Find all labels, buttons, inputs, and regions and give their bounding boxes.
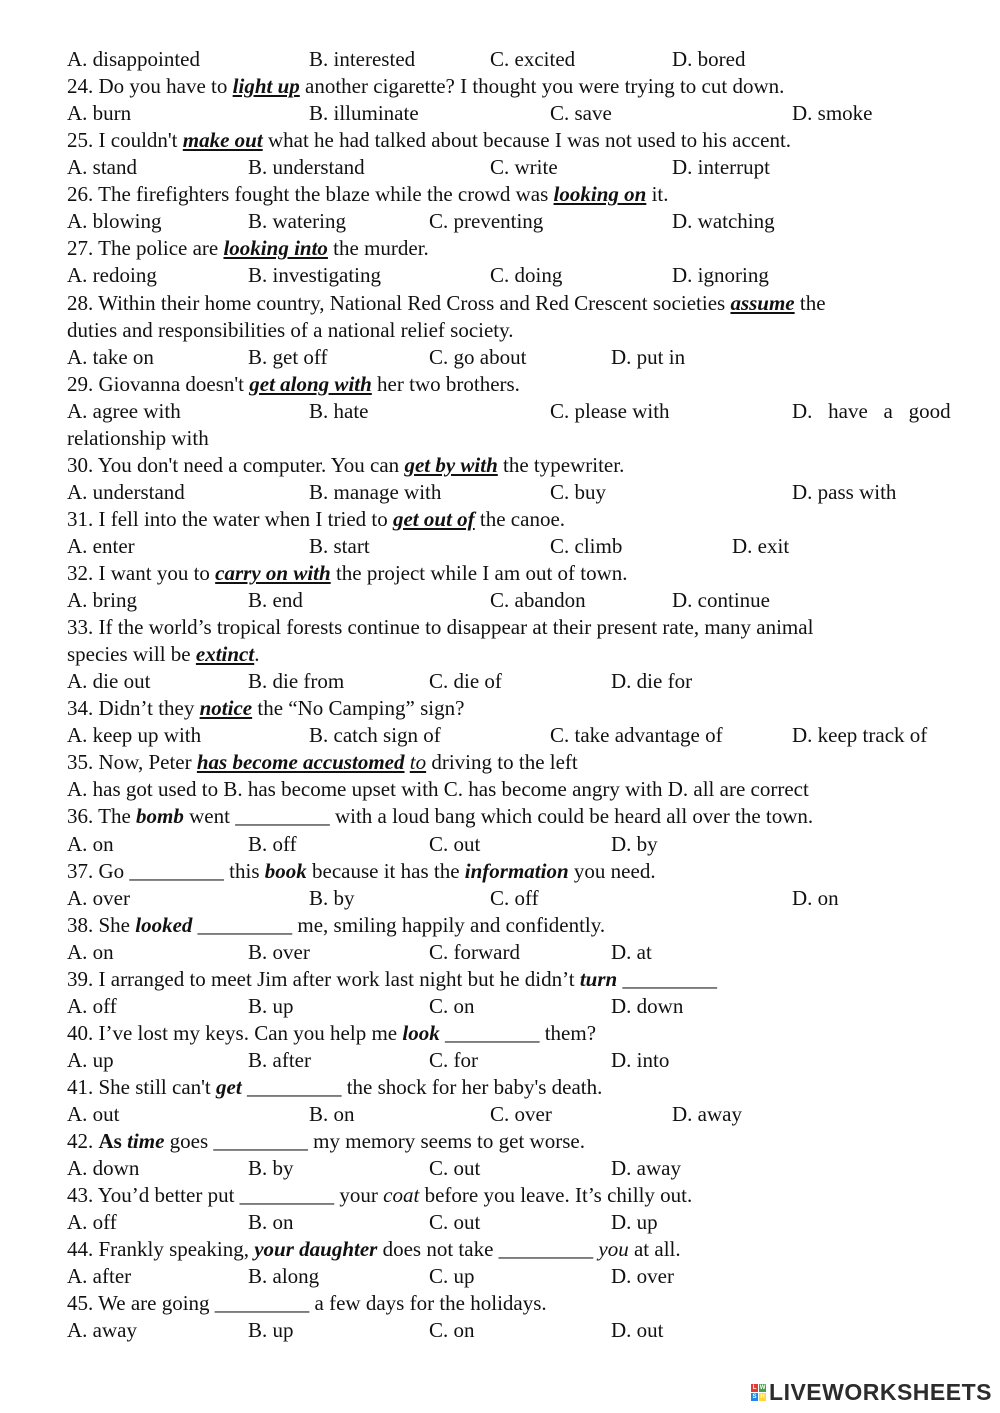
text-segment: 36. The — [67, 804, 137, 829]
question-text — [67, 236, 429, 260]
option-d: D. smoke — [792, 101, 873, 126]
answer-options-line — [67, 1209, 658, 1236]
option-b: B. interested — [309, 47, 416, 71]
text-segment: 39. I arranged to meet Jim after work last night but he didn’t — [67, 966, 580, 991]
text-segment: 38. She — [67, 912, 136, 937]
text-segment: A. bring — [67, 588, 137, 612]
text-segment: before you leave. It’s chilly out. — [419, 1183, 693, 1208]
option-b: B. over — [248, 939, 310, 964]
answer-options-line — [67, 46, 746, 73]
text-segment: A. out — [67, 1102, 120, 1126]
option-b: B. after — [248, 1047, 311, 1072]
text-segment: 43. You’d better put _________ your — [67, 1183, 384, 1208]
text-segment: A. agree with — [67, 398, 181, 423]
question-line — [67, 73, 784, 100]
text-segment: species will be — [67, 642, 196, 667]
question-text — [67, 1129, 585, 1153]
text-segment: A. off — [67, 1210, 117, 1235]
question-text — [67, 128, 791, 152]
option-c: C. write — [490, 155, 558, 180]
question-line — [67, 1182, 692, 1209]
question-text — [67, 642, 259, 666]
text-segment: driving to the left — [426, 750, 578, 775]
question-line — [67, 290, 826, 317]
option-b: B. manage with — [309, 479, 442, 504]
text-segment: 31. I fell into the water when I tried to — [67, 506, 393, 531]
question-text — [67, 967, 717, 991]
text-segment: the canoe. — [474, 506, 566, 531]
answer-options-line — [67, 100, 873, 127]
option-a — [67, 534, 135, 558]
text-segment: . — [254, 642, 260, 667]
answer-options-line — [67, 1263, 674, 1290]
option-c: C. save — [550, 101, 612, 126]
text-segment: 34. Didn’t they — [67, 696, 200, 721]
option-d: D. down — [611, 993, 684, 1018]
option-b: B. by — [309, 885, 355, 910]
question-text — [67, 182, 669, 206]
question-line — [67, 912, 605, 939]
option-a — [67, 669, 150, 693]
question-text — [67, 74, 784, 98]
question-line — [67, 641, 259, 668]
text-segment: A. after — [67, 1264, 132, 1289]
option-c: C. out — [429, 1156, 481, 1180]
question-line — [67, 858, 656, 885]
answer-options-line — [67, 993, 684, 1020]
keyword-phrase: carry on with — [215, 561, 331, 585]
option-d: D. away — [611, 1156, 681, 1180]
keyword-phrase: notice — [199, 696, 253, 721]
option-c: C. on — [429, 1318, 475, 1343]
answer-options-line — [67, 479, 897, 506]
option-c: C. go about — [429, 344, 527, 369]
option-c: C. buy — [550, 479, 607, 504]
keyword-phrase: get out of — [392, 506, 475, 531]
keyword-phrase: get along with — [249, 371, 372, 396]
option-b: B. by — [248, 1156, 294, 1180]
question-line — [67, 803, 813, 830]
option-c: C. excited — [490, 47, 576, 71]
keyword-phrase: make out — [182, 128, 263, 153]
option-a — [67, 263, 157, 287]
option-b: B. up — [248, 1318, 294, 1343]
question-line — [67, 1128, 585, 1155]
text-segment: the “No Camping” sign? — [252, 696, 465, 721]
text-segment: A. blowing — [67, 209, 162, 234]
option-b: B. understand — [248, 155, 365, 180]
text-segment: another cigarette? I thought you were trying to cut down. — [299, 74, 785, 98]
option-a — [67, 1048, 114, 1072]
keyword-phrase: look — [402, 1020, 440, 1045]
question-line — [67, 966, 717, 993]
answer-options-line — [67, 885, 839, 912]
text-segment: A. off — [67, 993, 117, 1018]
option-b: B. end — [248, 588, 303, 612]
option-a — [67, 209, 162, 233]
text-segment: A. down — [67, 1156, 140, 1180]
text-segment: A. die out — [67, 669, 151, 694]
text-segment: 37. Go _________ this — [67, 858, 265, 883]
question-text — [67, 507, 565, 531]
option-a — [67, 1102, 120, 1126]
option-a — [67, 101, 131, 125]
question-text — [67, 777, 809, 801]
answer-options-line — [67, 1317, 664, 1344]
text-segment: _________ — [617, 966, 717, 991]
option-d: D. ignoring — [672, 263, 769, 288]
text-segment: 30. You don't need a computer. You can — [67, 452, 405, 477]
question-line — [67, 506, 565, 533]
keyword-phrase: bomb — [136, 804, 184, 829]
option-d: D. by — [611, 831, 658, 856]
answer-options-line — [67, 533, 790, 560]
text-segment: 29. Giovanna doesn't — [67, 371, 250, 396]
text-segment: 32. I want you to — [67, 561, 216, 585]
keyword-phrase: As — [98, 1129, 122, 1153]
option-a — [67, 940, 114, 964]
option-d: D. out — [611, 1318, 664, 1343]
question-line — [67, 371, 520, 398]
option-d: D. put in — [611, 344, 686, 369]
text-segment: 35. Now, Peter — [67, 750, 197, 775]
liveworksheets-logo-icon — [751, 1384, 766, 1401]
keyword-phrase: get by with — [404, 452, 498, 477]
option-b: B. start — [309, 533, 370, 558]
text-segment: A. enter — [67, 533, 135, 558]
question-line — [67, 614, 813, 641]
keyword-phrase: your daughter — [254, 1237, 378, 1262]
keyword-phrase: coat — [383, 1183, 420, 1208]
text-segment: 26. The firefighters fought the blaze while the crowd was — [67, 182, 554, 207]
text-segment: 42. — [67, 1129, 99, 1153]
question-text — [67, 913, 605, 937]
question-text — [67, 1237, 681, 1261]
question-text — [67, 561, 628, 585]
text-segment: A. take on — [67, 344, 154, 369]
text-segment: 44. Frankly speaking, — [67, 1237, 255, 1262]
option-c: C. over — [490, 1102, 552, 1126]
answer-options-line — [67, 208, 775, 235]
answer-options-line — [67, 831, 658, 858]
answer-options-line — [67, 344, 686, 371]
option-a — [67, 155, 137, 179]
question-text — [67, 291, 826, 315]
option-a — [67, 1156, 139, 1180]
question-text — [67, 859, 656, 883]
question-text — [67, 318, 514, 342]
option-a — [67, 345, 154, 369]
option-b: B. die from — [248, 669, 345, 694]
text-segment: 24. Do you have to — [67, 74, 233, 98]
option-b: B. catch sign of — [309, 723, 441, 748]
question-line — [67, 452, 624, 479]
answer-options-line — [67, 1047, 670, 1074]
keyword-phrase: turn — [579, 966, 618, 991]
logo-cell: S — [752, 1393, 757, 1400]
question-line — [67, 695, 464, 722]
question-text — [67, 750, 578, 774]
keyword-phrase: looking into — [223, 236, 328, 261]
question-line — [67, 776, 809, 803]
text-segment: A. keep up with — [67, 723, 202, 748]
logo-cell: H — [760, 1393, 765, 1400]
question-line — [67, 317, 514, 344]
text-segment: does not take _________ — [377, 1237, 599, 1262]
option-d: D. watching — [672, 209, 775, 234]
option-d: D. up — [611, 1210, 658, 1235]
option-d: D. keep track of — [792, 723, 928, 748]
brand-name: LIVEWORKSHEETS — [769, 1378, 992, 1405]
question-line — [67, 1074, 602, 1101]
answer-options-line — [67, 939, 652, 966]
answer-options-line — [67, 668, 693, 695]
answer-options-line — [67, 1155, 681, 1182]
keyword-phrase: light up — [232, 74, 300, 98]
option-d: D. have a good — [792, 398, 951, 423]
keyword-phrase: get — [216, 1074, 242, 1099]
option-c: C. take advantage of — [550, 723, 723, 748]
text-segment: A. on — [67, 939, 114, 964]
text-segment: _________ me, smiling happily and confidently. — [192, 912, 606, 937]
liveworksheets-brand[interactable] — [751, 1379, 992, 1405]
option-c: C. forward — [429, 939, 520, 964]
option-a — [67, 723, 201, 747]
keyword-phrase: looked — [135, 912, 193, 937]
text-segment: 45. We are going _________ a few days for the holidays. — [67, 1291, 547, 1316]
answer-options-line — [67, 262, 769, 289]
answer-options-line — [67, 722, 928, 749]
text-segment: went _________ with a loud bang which could be heard all over the town. — [183, 804, 814, 829]
option-b: B. up — [248, 993, 294, 1018]
question-text — [67, 453, 624, 477]
question-text — [67, 1021, 596, 1045]
option-a — [67, 480, 185, 504]
text-segment: _________ them? — [439, 1020, 597, 1045]
option-a — [67, 399, 181, 423]
option-d: D. pass with — [792, 479, 897, 504]
text-segment: 40. I’ve lost my keys. Can you help me — [67, 1020, 403, 1045]
question-line — [67, 560, 628, 587]
option-c: C. climb — [550, 533, 623, 558]
option-c: C. doing — [490, 263, 563, 288]
option-d: D. on — [792, 885, 839, 910]
question-text — [67, 426, 209, 450]
option-b: B. hate — [309, 398, 369, 423]
text-segment: you need. — [568, 858, 656, 883]
option-b: B. get off — [248, 344, 328, 369]
text-segment: relationship with — [67, 425, 209, 450]
text-segment: A. understand — [67, 479, 185, 504]
text-segment: 25. I couldn't — [67, 128, 183, 153]
option-a — [67, 1210, 117, 1234]
option-c: C. die of — [429, 669, 502, 694]
question-line — [67, 425, 209, 452]
text-segment: A. over — [67, 885, 130, 910]
question-line — [67, 235, 429, 262]
option-b: B. watering — [248, 209, 346, 234]
option-d: D. die for — [611, 669, 693, 694]
text-segment: duties and responsibilities of a national relief society. — [67, 317, 514, 342]
option-b: B. on — [309, 1102, 355, 1126]
text-segment: 28. Within their home country, National Red Cross and Red Crescent societies — [67, 290, 731, 315]
answer-options-line — [67, 154, 770, 181]
text-segment: it. — [646, 182, 669, 207]
text-segment: _________ the shock for her baby's death. — [241, 1074, 603, 1099]
option-a — [67, 588, 137, 612]
option-d: D. interrupt — [672, 155, 770, 180]
option-a — [67, 1264, 131, 1288]
option-d: D. at — [611, 939, 652, 964]
option-b: B. along — [248, 1264, 320, 1289]
option-c: C. off — [490, 885, 539, 910]
option-d: D. over — [611, 1264, 674, 1289]
option-c: C. for — [429, 1047, 478, 1072]
text-segment: at all. — [628, 1237, 681, 1262]
keyword-phrase: you — [598, 1237, 629, 1262]
text-segment: A. away — [67, 1318, 137, 1343]
text-segment: A. up — [67, 1047, 114, 1072]
question-text — [67, 1291, 547, 1315]
question-line — [67, 1290, 547, 1317]
keyword-phrase: time — [127, 1129, 165, 1153]
question-line — [67, 181, 669, 208]
option-a — [67, 994, 117, 1018]
option-a — [67, 832, 114, 856]
option-c: C. out — [429, 1210, 481, 1235]
option-c: C. please with — [550, 398, 670, 423]
keyword-phrase: assume — [730, 290, 795, 315]
option-b: B. off — [248, 831, 297, 856]
text-segment: A. stand — [67, 155, 137, 180]
option-c: C. preventing — [429, 209, 544, 234]
option-d: D. bored — [672, 47, 746, 71]
logo-cell: L — [752, 1384, 757, 1391]
option-c: C. up — [429, 1264, 475, 1289]
question-text — [67, 696, 464, 720]
question-text — [67, 1075, 602, 1099]
question-line — [67, 749, 578, 776]
keyword-phrase: looking on — [553, 182, 647, 207]
question-text — [67, 372, 520, 396]
option-d: D. exit — [732, 533, 790, 558]
keyword-phrase: book — [264, 858, 307, 883]
logo-cell: W — [759, 1384, 766, 1391]
text-segment: the — [794, 290, 826, 315]
option-a — [67, 886, 130, 910]
text-segment: the typewriter. — [497, 452, 625, 477]
text-segment: 27. The police are — [67, 236, 224, 261]
text-segment: A. disappointed — [67, 47, 200, 71]
option-b: B. on — [248, 1210, 294, 1235]
answer-options-line — [67, 398, 951, 425]
text-segment: 33. If the world’s tropical forests continue to disappear at their present rate, many animal — [67, 615, 814, 640]
option-d: D. continue — [672, 588, 770, 612]
text-segment: her two brothers. — [371, 371, 520, 396]
option-c: C. on — [429, 993, 475, 1018]
option-b: B. investigating — [248, 263, 381, 288]
answer-options-line — [67, 1101, 742, 1128]
keyword-phrase: extinct — [195, 642, 255, 667]
text-segment: what he had talked about because I was not used to his accent. — [262, 128, 792, 153]
question-text — [67, 1183, 692, 1207]
option-c: C. abandon — [490, 588, 586, 612]
question-line — [67, 1236, 681, 1263]
option-b: B. illuminate — [309, 101, 419, 126]
question-text — [67, 804, 813, 828]
text-segment: A. has got used to B. has become upset with C. has become angry with D. all are correct — [67, 777, 809, 802]
text-segment: because it has the — [306, 858, 465, 883]
option-a — [67, 1318, 137, 1342]
text-segment: A. burn — [67, 101, 132, 126]
keyword-phrase: to — [409, 750, 427, 775]
keyword-phrase: information — [464, 858, 569, 883]
option-d: D. into — [611, 1047, 670, 1072]
text-segment: the project while I am out of town. — [330, 561, 628, 585]
text-segment: 41. She still can't — [67, 1074, 217, 1099]
option-c: C. out — [429, 831, 481, 856]
text-segment: the murder. — [327, 236, 429, 261]
text-segment: goes _________ my memory seems to get worse. — [164, 1129, 585, 1153]
option-d: D. away — [672, 1102, 742, 1126]
option-a — [67, 47, 200, 71]
question-text — [67, 615, 813, 639]
question-line — [67, 127, 791, 154]
answer-options-line — [67, 587, 770, 614]
keyword-phrase: has become accustomed — [196, 750, 405, 775]
text-segment: A. redoing — [67, 263, 157, 288]
question-line — [67, 1020, 596, 1047]
text-segment: A. on — [67, 831, 114, 856]
